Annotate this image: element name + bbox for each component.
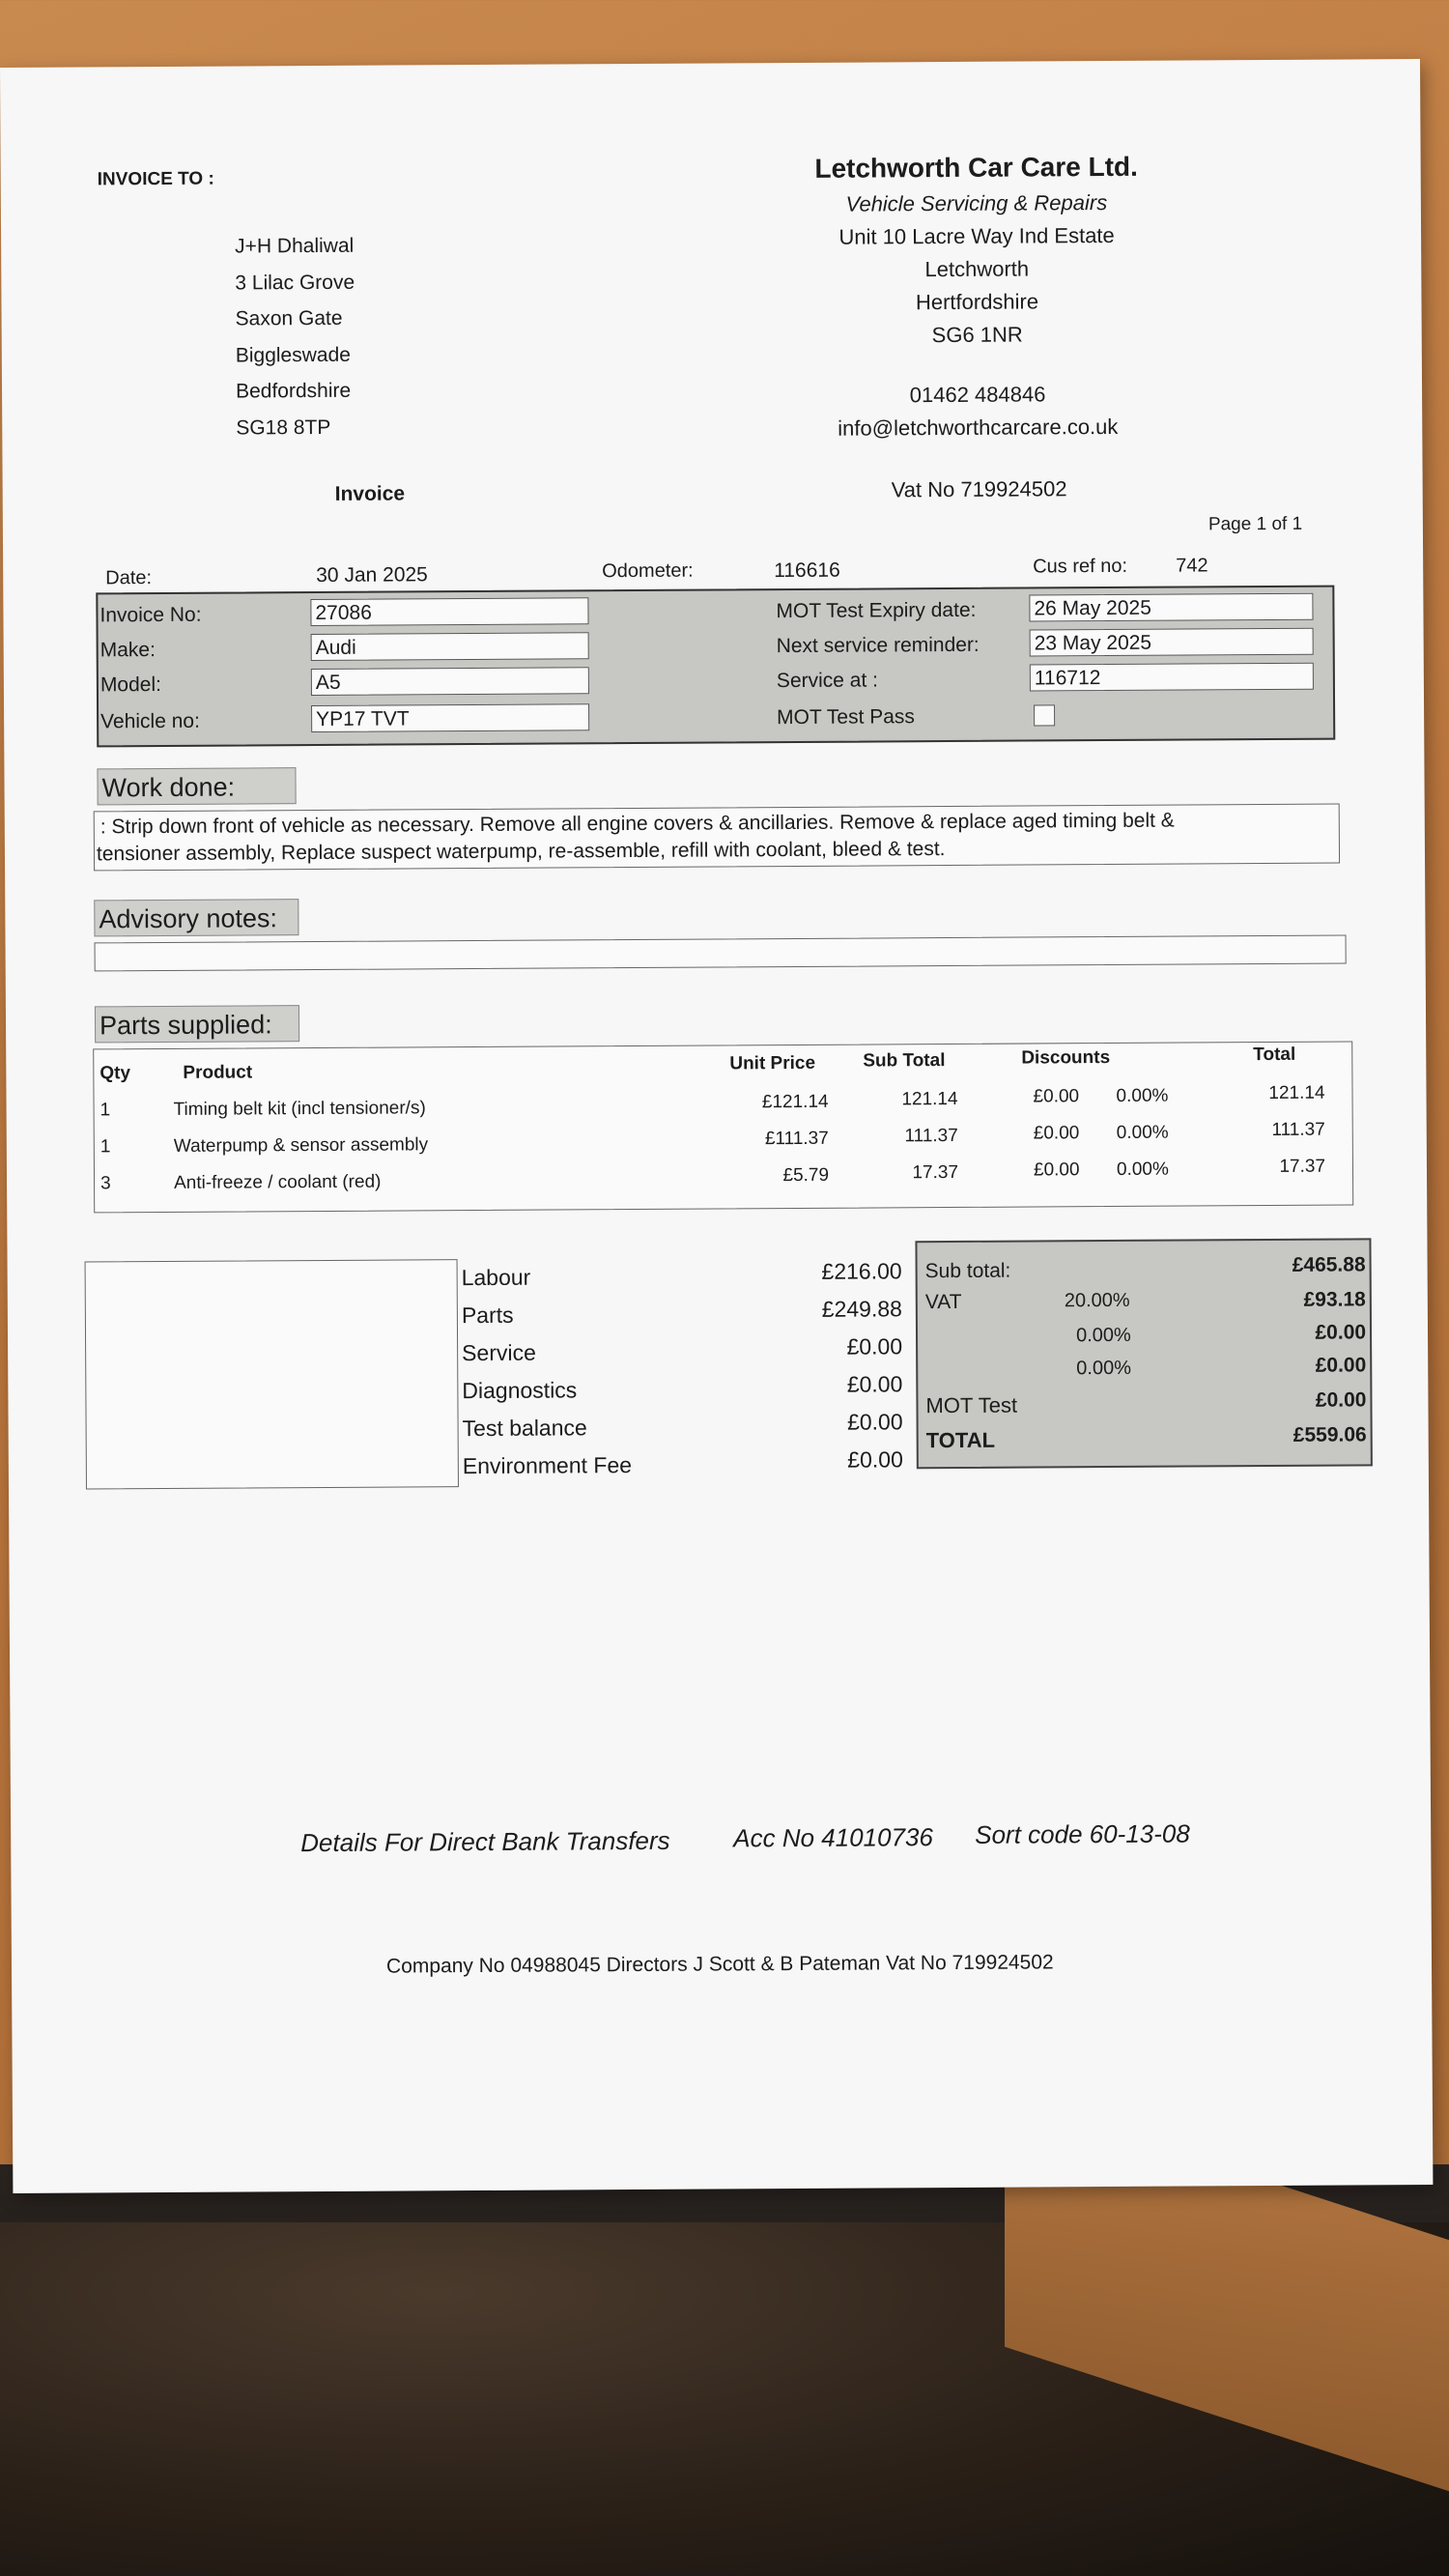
footer-company-info: Company No 04988045 Directors J Scott & B Pateman Vat No 719924502	[385, 1951, 1054, 1978]
row-product: Anti-freeze / coolant (red)	[173, 1171, 382, 1193]
row-discount-percent: 0.00%	[1116, 1122, 1169, 1143]
charge-value-diagnostics: £0.00	[846, 1371, 903, 1397]
company-postcode: SG6 1NR	[931, 322, 1023, 348]
bank-transfer-label: Details For Direct Bank Transfers	[300, 1825, 670, 1858]
row-sub-total: 17.37	[912, 1161, 959, 1184]
row-sub-total: 121.14	[901, 1088, 958, 1110]
vehicle-no-label: Vehicle no:	[100, 709, 200, 733]
company-address-line: Hertfordshire	[915, 289, 1039, 315]
company-tagline: Vehicle Servicing & Repairs	[845, 190, 1108, 216]
invoice-date: 30 Jan 2025	[316, 563, 428, 587]
service-at-field: 116712	[1030, 663, 1314, 692]
col-header-unit-price: Unit Price	[729, 1052, 816, 1074]
work-done-box	[94, 804, 1340, 872]
charge-label-parts: Parts	[461, 1302, 514, 1329]
vat-rate: 20.00%	[1064, 1289, 1130, 1312]
company-name: Letchworth Car Care Ltd.	[814, 151, 1138, 184]
row-product: Timing belt kit (incl tensioner/s)	[173, 1098, 426, 1120]
customer-postcode: SG18 8TP	[236, 415, 331, 440]
next-service-label: Next service reminder:	[776, 633, 980, 658]
company-address-line: Unit 10 Lacre Way Ind Estate	[838, 222, 1115, 249]
make-field: Audi	[311, 632, 589, 661]
col-header-sub-total: Sub Total	[863, 1050, 946, 1072]
model-field: A5	[311, 667, 589, 696]
odometer-value: 116616	[774, 558, 840, 583]
charge-value-environment-fee: £0.00	[847, 1446, 903, 1473]
row-total: 17.37	[1279, 1156, 1326, 1177]
charge-value-service: £0.00	[846, 1333, 903, 1360]
company-phone: 01462 484846	[909, 382, 1046, 408]
charge-value-labour: £216.00	[821, 1258, 902, 1284]
row-unit-price: £5.79	[782, 1164, 830, 1187]
advisory-notes-box	[95, 935, 1347, 972]
col-header-total: Total	[1253, 1044, 1296, 1066]
col-header-product: Product	[183, 1062, 253, 1083]
service-at-label: Service at :	[776, 669, 879, 693]
row-unit-price: £121.14	[761, 1091, 829, 1113]
row-qty: 1	[99, 1100, 111, 1121]
charge-label-labour: Labour	[461, 1264, 531, 1291]
customer-address	[235, 228, 355, 446]
company-email: info@letchworthcarcare.co.uk	[838, 414, 1119, 441]
cus-ref-value: 742	[1176, 555, 1208, 577]
mot-expiry-field: 26 May 2025	[1029, 593, 1313, 622]
col-header-qty: Qty	[99, 1063, 131, 1084]
date-label: Date:	[105, 567, 153, 589]
value-3: £0.00	[1315, 1354, 1367, 1377]
row-total: 121.14	[1268, 1082, 1325, 1103]
total-value: £559.06	[1293, 1423, 1367, 1446]
mot-test-label: MOT Test	[925, 1392, 1018, 1418]
row-total: 111.37	[1271, 1119, 1325, 1140]
customer-address-line: 3 Lilac Grove	[235, 271, 355, 295]
row-discount-amount: £0.00	[1033, 1123, 1080, 1144]
customer-address-line: Bedfordshire	[235, 379, 352, 403]
col-header-discounts: Discounts	[1021, 1046, 1111, 1069]
notes-box	[85, 1259, 459, 1489]
charge-label-test-balance: Test balance	[462, 1415, 587, 1442]
row-sub-total: 111.37	[904, 1125, 958, 1147]
odometer-label: Odometer:	[602, 559, 694, 583]
charge-label-service: Service	[462, 1339, 536, 1366]
advisory-notes-label: Advisory notes:	[94, 899, 298, 936]
customer-address-line: Biggleswade	[235, 343, 351, 367]
charge-value-parts: £249.88	[821, 1296, 902, 1322]
vehicle-no-field: YP17 TVT	[311, 703, 589, 732]
parts-table	[93, 1041, 1353, 1213]
mot-expiry-label: MOT Test Expiry date:	[776, 598, 977, 623]
charge-label-environment-fee: Environment Fee	[462, 1452, 633, 1479]
row-discount-amount: £0.00	[1033, 1086, 1080, 1107]
charges-labels	[462, 1258, 633, 1485]
work-done-line: : Strip down front of vehicle as necessary. Remove all engine covers & ancillaries. Remove & replace aged timing belt &	[99, 809, 1175, 839]
rate-2: 0.00%	[1075, 1324, 1131, 1347]
charge-value-test-balance: £0.00	[846, 1409, 903, 1435]
total-label: TOTAL	[925, 1427, 996, 1453]
parts-supplied-label: Parts supplied:	[95, 1005, 299, 1043]
next-service-field: 23 May 2025	[1030, 628, 1314, 657]
bank-sort-code: Sort code 60-13-08	[975, 1818, 1190, 1849]
vat-value: £93.18	[1303, 1288, 1366, 1311]
row-discount-percent: 0.00%	[1116, 1085, 1169, 1106]
rate-3: 0.00%	[1076, 1357, 1132, 1380]
charges-values	[761, 1252, 903, 1479]
row-product: Waterpump & sensor assembly	[173, 1134, 429, 1157]
vat-label: VAT	[924, 1290, 962, 1314]
row-discount-amount: £0.00	[1033, 1159, 1080, 1181]
invoice-no-label: Invoice No:	[99, 603, 202, 627]
subtotal-label: Sub total:	[924, 1259, 1011, 1283]
work-done-line: tensioner assembly, Replace suspect waterpump, re-assemble, refill with coolant, bleed & test.	[96, 838, 946, 866]
work-done-label: Work done:	[97, 767, 296, 805]
subtotal-value: £465.88	[1292, 1253, 1366, 1276]
make-label: Make:	[99, 639, 156, 662]
mot-pass-label: MOT Test Pass	[777, 705, 915, 730]
page-info: Page 1 of 1	[1208, 513, 1303, 535]
row-unit-price: £111.37	[764, 1128, 829, 1150]
invoice-paper	[0, 59, 1433, 2193]
invoice-no-field: 27086	[310, 597, 588, 626]
vat-number: Vat No 719924502	[891, 476, 1067, 502]
mot-test-value: £0.00	[1315, 1388, 1367, 1412]
company-header	[735, 147, 1220, 445]
cus-ref-label: Cus ref no:	[1033, 555, 1128, 578]
value-2: £0.00	[1315, 1321, 1367, 1344]
row-discount-percent: 0.00%	[1116, 1159, 1169, 1180]
mot-pass-checkbox	[1034, 704, 1055, 726]
customer-address-line: Saxon Gate	[235, 306, 343, 330]
charge-label-diagnostics: Diagnostics	[462, 1377, 578, 1404]
company-address-line: Letchworth	[924, 256, 1030, 282]
row-qty: 1	[99, 1136, 111, 1158]
model-label: Model:	[99, 673, 162, 697]
doc-title: Invoice	[334, 482, 406, 505]
customer-name: J+H Dhaliwal	[235, 234, 355, 258]
totals-box	[915, 1238, 1372, 1469]
bank-account-number: Acc No 41010736	[733, 1822, 934, 1853]
row-qty: 3	[99, 1173, 111, 1194]
invoice-to-label: INVOICE TO :	[97, 168, 214, 190]
